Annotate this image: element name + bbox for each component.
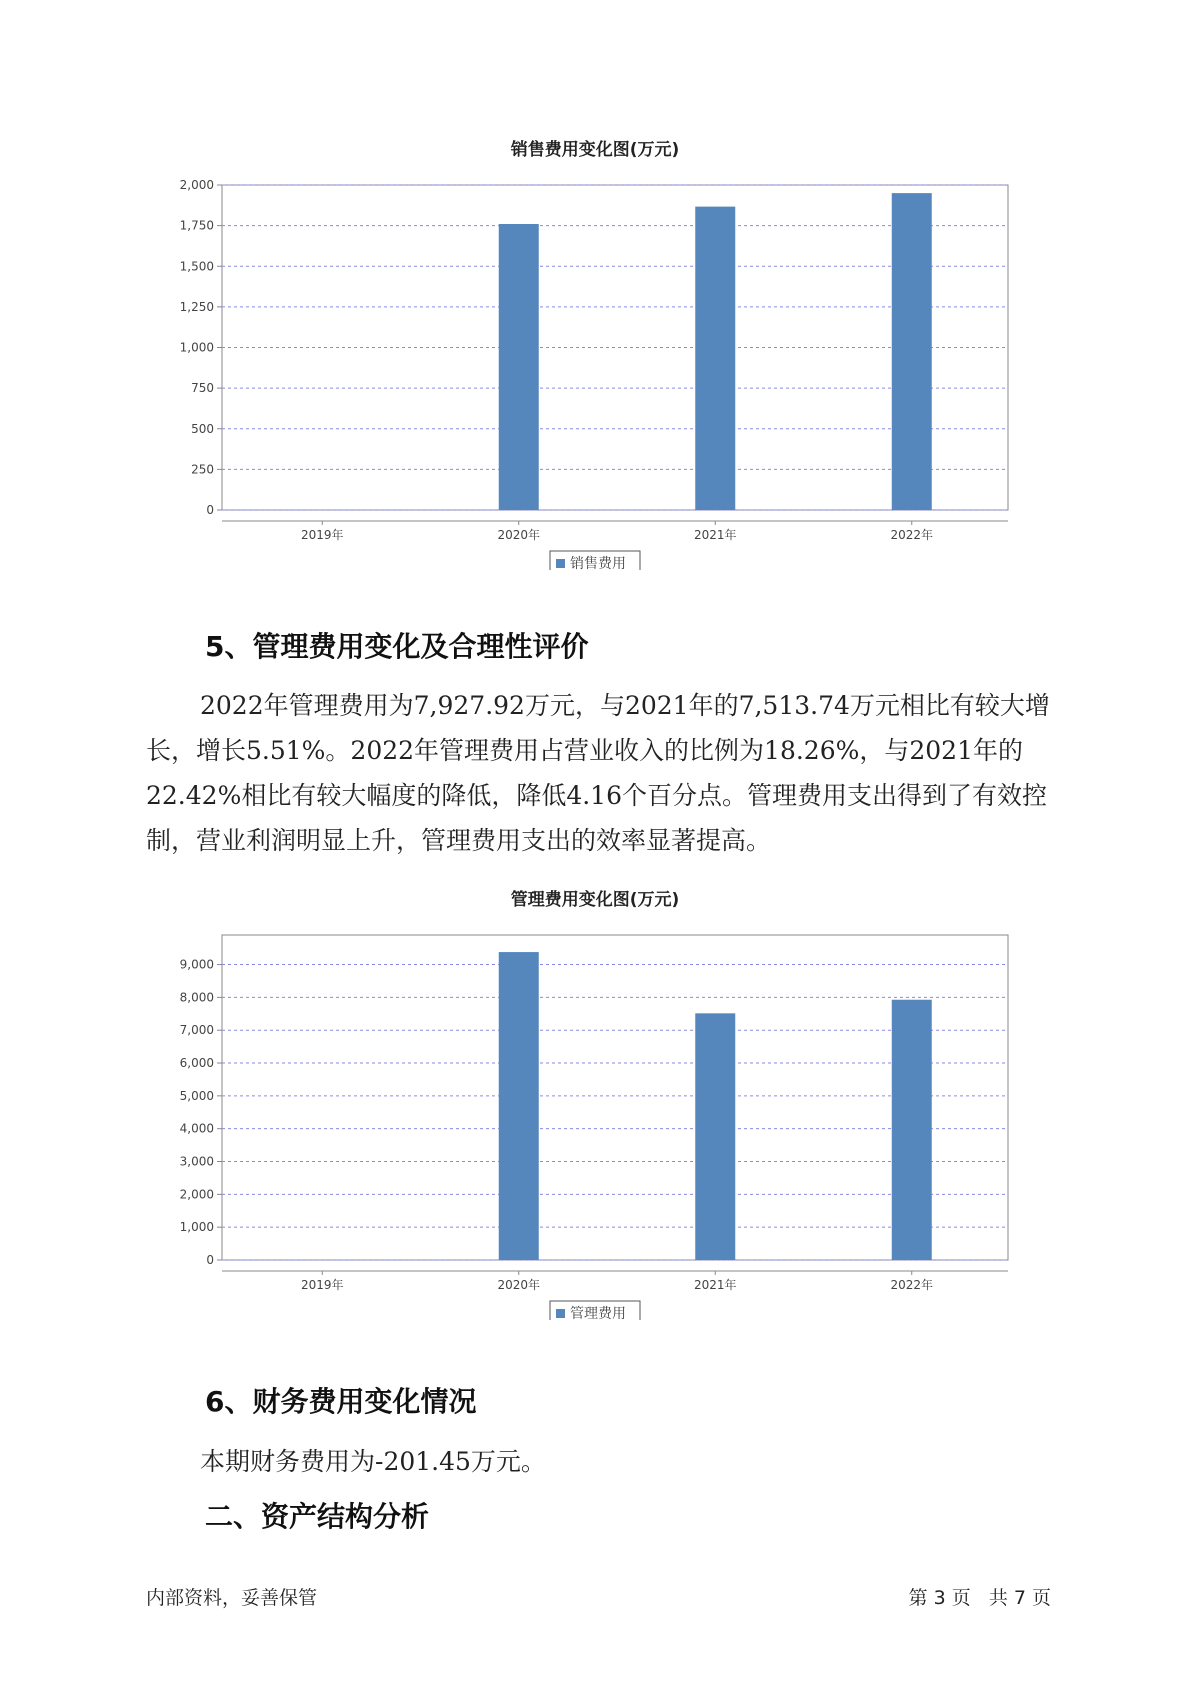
admin-chart-y-tick-label: 8,000: [179, 990, 214, 1005]
admin-chart-x-tick-label: 2019年: [300, 1278, 344, 1292]
sales-chart-y-tick-label: 750: [191, 381, 214, 396]
sales-chart-legend-label: 销售费用: [570, 556, 626, 570]
admin-chart-y-tick-label: 4,000: [179, 1121, 214, 1136]
admin-expense-chart: [150, 880, 1030, 1320]
section6-text: 本期财务费用为-201.45万元。: [200, 1447, 546, 1476]
sales-chart-bar: [695, 207, 735, 510]
admin-chart-bar: [892, 1000, 932, 1260]
admin-chart-y-tick-label: 7,000: [179, 1023, 214, 1038]
admin-chart-y-tick-label: 9,000: [179, 957, 214, 972]
admin-chart-y-tick-label: 3,000: [179, 1154, 214, 1169]
sales-chart-bar: [499, 224, 539, 510]
admin-chart-plot-area: [222, 935, 1008, 1260]
section-two-heading: 二、资产结构分析: [205, 1500, 430, 1533]
sales-expense-chart: [150, 130, 1030, 570]
sales-chart-y-tick-label: 1,500: [179, 259, 214, 274]
admin-chart-bar: [695, 1013, 735, 1260]
section5-heading: 5、管理费用变化及合理性评价: [205, 630, 589, 663]
sales-chart-x-tick-label: 2020年: [497, 528, 541, 542]
admin-chart-y-tick-label: 1,000: [179, 1220, 214, 1235]
admin-chart-y-tick-label: 5,000: [179, 1088, 214, 1103]
admin-chart-legend-swatch: [556, 1309, 565, 1318]
section6-heading: 6、财务费用变化情况: [205, 1385, 477, 1418]
admin-chart-y-tick-label: 6,000: [179, 1056, 214, 1071]
sales-chart-y-tick-label: 1,250: [179, 299, 214, 314]
sales-chart-x-tick-label: 2022年: [890, 528, 934, 542]
admin-chart-y-tick-label: 0: [206, 1253, 214, 1267]
sales-expense-chart-svg: [150, 130, 1030, 570]
admin-chart-title: 管理费用变化图(万元): [510, 890, 680, 910]
section5-paragraph: [146, 683, 1051, 863]
admin-chart-x-tick-label: 2022年: [890, 1278, 934, 1292]
admin-expense-chart-svg: [150, 880, 1030, 1320]
sales-chart-y-tick-label: 0: [206, 503, 214, 517]
sales-chart-y-tick-label: 1,750: [179, 218, 214, 233]
admin-chart-x-tick-label: 2021年: [693, 1278, 737, 1292]
sales-chart-y-tick-label: 500: [191, 421, 214, 436]
section5-paragraph-text: 2022年管理费用为7,927.92万元，与2021年的7,513.74万元相比有较大增长，增长5.51%。2022年管理费用占营业收入的比例为18.26%，与2021年的22.42%相比有较大幅度的降低，降低4.16个百分点。管理费用支出得到了有效控制，营业利润明显上升，管理费用支出的效率显著提高。: [146, 691, 1050, 855]
footer-left: 内部资料，妥善保管: [146, 1587, 318, 1609]
sales-chart-x-tick-label: 2019年: [300, 528, 344, 542]
sales-chart-y-tick-label: 2,000: [179, 178, 214, 192]
admin-chart-x-tick-label: 2020年: [497, 1278, 541, 1292]
footer-page-number: 第 3 页 共 7 页: [908, 1587, 1051, 1609]
sales-chart-title: 销售费用变化图(万元): [510, 140, 680, 160]
admin-chart-legend-label: 管理费用: [570, 1306, 626, 1320]
sales-chart-x-tick-label: 2021年: [693, 528, 737, 542]
sales-chart-y-tick-label: 1,000: [179, 340, 214, 355]
sales-chart-y-tick-label: 250: [191, 462, 214, 477]
admin-chart-y-tick-label: 2,000: [179, 1187, 214, 1202]
sales-chart-bar: [892, 193, 932, 510]
admin-chart-bar: [499, 952, 539, 1260]
sales-chart-legend-swatch: [556, 559, 565, 568]
